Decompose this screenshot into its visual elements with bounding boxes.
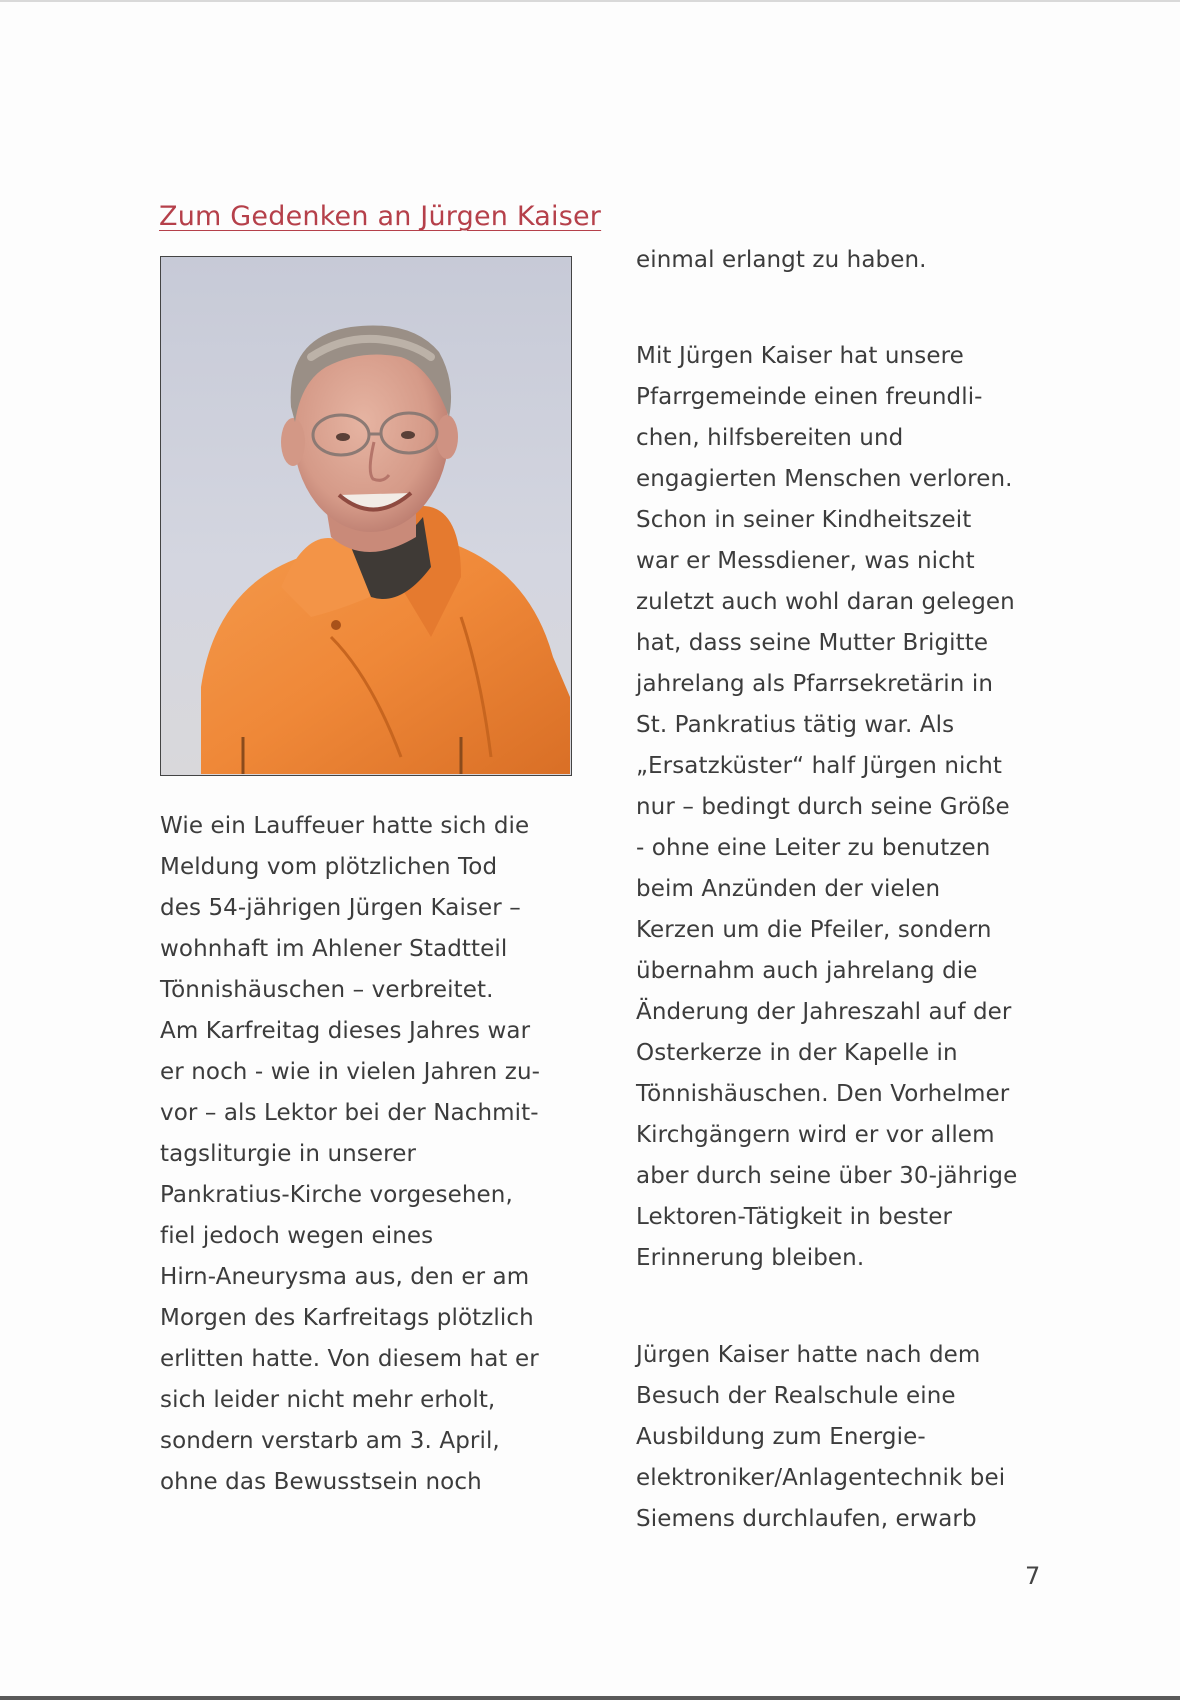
text-line: Kerzen um die Pfeiler, sondern [636, 917, 992, 943]
text-line: sich leider nicht mehr erholt, [160, 1387, 496, 1413]
text-line: einmal erlangt zu haben. [636, 247, 927, 273]
text-line: elektroniker/Anlagentechnik bei [636, 1465, 1006, 1491]
text-line: sondern verstarb am 3. April, [160, 1428, 500, 1454]
text-line: Lektoren-Tätigkeit in bester [636, 1204, 953, 1230]
text-line: zuletzt auch wohl daran gelegen [636, 589, 1015, 615]
text-line: Kirchgängern wird er vor allem [636, 1122, 995, 1148]
text-line: „Ersatzküster“ half Jürgen nicht [636, 753, 1003, 779]
text-line: Meldung vom plötzlichen Tod [160, 854, 498, 880]
page-number: 7 [1025, 1562, 1041, 1590]
text-line: Tönnishäuschen – verbreitet. [160, 977, 494, 1003]
text-line: Erinnerung bleiben. [636, 1245, 865, 1271]
text-line: erlitten hatte. Von diesem hat er [160, 1346, 539, 1372]
scan-edge-top [0, 0, 1180, 2]
text-line: Tönnishäuschen. Den Vorhelmer [636, 1081, 1010, 1107]
left-paragraph [160, 806, 580, 1503]
text-line: er noch - wie in vielen Jahren zu- [160, 1059, 541, 1085]
text-line: hat, dass seine Mutter Brigitte [636, 630, 989, 656]
text-line: des 54-jährigen Jürgen Kaiser – [160, 895, 521, 921]
text-line: tagsliturgie in unserer [160, 1141, 416, 1167]
text-line: übernahm auch jahrelang die [636, 958, 978, 984]
left-text-column [160, 806, 580, 1503]
portrait-illustration [161, 257, 570, 774]
text-line: Schon in seiner Kindheitszeit [636, 507, 972, 533]
text-line: Morgen des Karfreitags plötzlich [160, 1305, 534, 1331]
text-line: aber durch seine über 30-jährige [636, 1163, 1018, 1189]
text-line: war er Messdiener, was nicht [636, 548, 975, 574]
text-line: chen, hilfsbereiten und [636, 425, 904, 451]
right-paragraph-1 [636, 240, 1076, 281]
text-line: Pfarrgemeinde einen freundli- [636, 384, 983, 410]
text-line: Ausbildung zum Energie- [636, 1424, 926, 1450]
text-line: wohnhaft im Ahlener Stadtteil [160, 936, 508, 962]
text-line: beim Anzünden der vielen [636, 876, 941, 902]
portrait-photo [160, 256, 572, 776]
text-line: Hirn-Aneurysma aus, den er am [160, 1264, 530, 1290]
text-line: Siemens durchlaufen, erwarb [636, 1506, 977, 1532]
text-line: ohne das Bewusstsein noch [160, 1469, 482, 1495]
scan-edge-bottom [0, 1696, 1180, 1700]
text-line: engagierten Menschen verloren. [636, 466, 1013, 492]
right-paragraph-2 [636, 336, 1076, 1279]
text-line: - ohne eine Leiter zu benutzen [636, 835, 991, 861]
right-paragraph-3 [636, 1335, 1076, 1540]
text-line: Osterkerze in der Kapelle in [636, 1040, 958, 1066]
article-title: Zum Gedenken an Jürgen Kaiser [159, 201, 602, 232]
text-line: Änderung der Jahreszahl auf der [636, 999, 1012, 1025]
text-line: fiel jedoch wegen eines [160, 1223, 434, 1249]
text-line: Wie ein Lauffeuer hatte sich die [160, 813, 530, 839]
text-line: St. Pankratius tätig war. Als [636, 712, 955, 738]
text-line: Jürgen Kaiser hatte nach dem [636, 1342, 981, 1368]
text-line: Besuch der Realschule eine [636, 1383, 956, 1409]
text-line: Am Karfreitag dieses Jahres war [160, 1018, 531, 1044]
text-line: vor – als Lektor bei der Nachmit- [160, 1100, 539, 1126]
text-line: jahrelang als Pfarrsekretärin in [636, 671, 994, 697]
text-line: Pankratius-Kirche vorgesehen, [160, 1182, 513, 1208]
text-line: nur – bedingt durch seine Größe [636, 794, 1010, 820]
right-text-column [636, 240, 1076, 1540]
text-line: Mit Jürgen Kaiser hat unsere [636, 343, 964, 369]
